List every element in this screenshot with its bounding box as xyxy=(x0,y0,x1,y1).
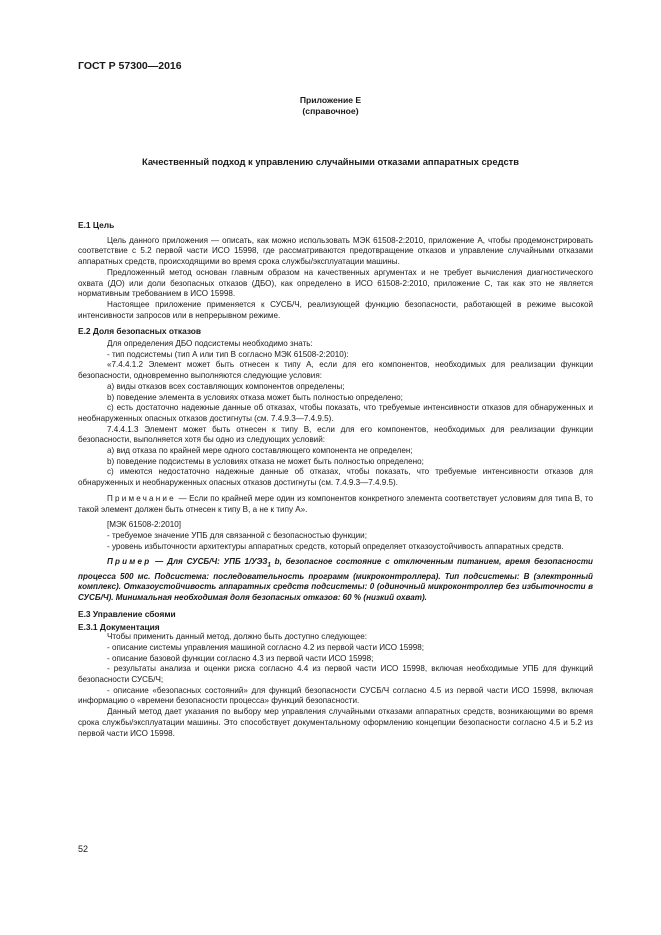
note-text: — Если по крайней мере один из компонентов конкретного элемента соответствует условиям для типа В, то такой элемент должен быть отнесен к типу В, а не к типу А». xyxy=(78,493,593,514)
list-item: c) имеются недостаточно надежные данные об отказах, чтобы показать, что требуемые интенсивности отказов для обнаруженных и необнаруженных опасных отказов достигнуты (см. 7.4.9.3—7.4.9.5). xyxy=(78,467,593,488)
document-header: ГОСТ Р 57300—2016 xyxy=(78,60,182,72)
paragraph: Настоящее приложение применяется к СУСБ/Ч, реализующей функцию безопасности, работающей в режиме высокой интенсивности запросов или в непрерывном режиме. xyxy=(78,299,593,320)
example xyxy=(78,557,593,603)
example-label: Пример xyxy=(107,557,152,567)
annex-type: (справочное) xyxy=(302,106,359,116)
example-text: — Для СУСБ/Ч: УПБ 1/УЭЗ xyxy=(151,557,268,567)
example-subscript: 1 xyxy=(267,563,271,569)
paragraph: Чтобы применить данный метод, должно быть доступно следующее: xyxy=(107,632,368,642)
list-item: - описание базовой функции согласно 4.3 из первой части ИСО 15998; xyxy=(107,653,374,663)
list-item: - требуемое значение УПБ для связанной с безопасностью функции; xyxy=(107,530,367,540)
section-heading-e2: Е.2 Доля безопасных отказов xyxy=(78,326,202,337)
list-item: - результаты анализа и оценки риска согласно 4.4 из первой части ИСО 15998, включая необходимые УПБ для функций безопасности СУСБ/Ч; xyxy=(78,664,593,685)
page-number: 52 xyxy=(78,844,89,854)
annex-label: Приложение Е xyxy=(299,95,362,105)
example-text-2: b, безопасное состояние с отключенным питанием, время безопасности процесса 500 мс. Подсистема: последовательность программ (микроконтроллера). Тип подсистемы: В (электронный комплекс). Отказоустойчивость аппаратных средств подсистемы: 0 (одиночный микроконтроллер без избыточности в СУСБ/Ч). Минимальная необходимая доля безопасных отказов: 60 % (низкий охват). xyxy=(78,557,593,603)
paragraph: Для определения ДБО подсистемы необходимо знать: xyxy=(107,339,313,349)
list-item: a) виды отказов всех составляющих компонентов определены; xyxy=(107,381,345,391)
paragraph: Цель данного приложения — описать, как можно использовать МЭК 61508-2:2010, приложение А, чтобы продемонстрировать соответствие с 5.2 первой части ИСО 15998, где рассматриваются предотвращение отказов и управление случайными отказами аппаратных средств, происходящими во время срока службы/эксплуатации машины. xyxy=(78,235,593,267)
list-item: - уровень избыточности архитектуры аппаратных средств, который определяет отказоустойчивость аппаратных средств. xyxy=(107,541,564,551)
list-item: b) поведение подсистемы в условиях отказа не может быть полностью определено; xyxy=(107,456,424,466)
list-item: c) есть достаточно надежные данные об отказах, чтобы показать, что требуемые интенсивности отказов для обнаруженных и необнаруженных опасных отказов достигнуты (см. 7.4.9.3—7.4.9.5). xyxy=(78,403,593,423)
page-title: Качественный подход к управлению случайными отказами аппаратных средств xyxy=(141,156,520,167)
quote-paragraph: «7.4.4.1.2 Элемент может быть отнесен к типу А, если для его компонентов, необходимых для реализации функции безопасности, одновременно выполняются следующие условия: xyxy=(78,360,593,381)
list-item: - описание «безопасных состояний» для функций безопасности СУСБ/Ч согласно 4.5 из первой части ИСО 15998, включая информацию о «времени безопасности процесса» функций безопасности. xyxy=(78,685,593,706)
paragraph: Данный метод дает указания по выбору мер управления случайными отказами аппаратных средств, возникающими во время срока службы/эксплуатации машины. Это способствует документальному оформлению концепции безопасности согласно 4.5 и 5.2 из первой части ИСО 15998. xyxy=(78,707,593,738)
list-item: - описание системы управления машиной согласно 4.2 из первой части ИСО 15998; xyxy=(107,642,424,652)
subsection-heading-e3-1: Е.3.1 Документация xyxy=(78,621,160,632)
note-label: Примечание xyxy=(107,493,176,503)
reference: [МЭК 61508-2:2010] xyxy=(107,520,181,530)
list-item: b) поведение элемента в условиях отказа может быть полностью определено; xyxy=(107,392,403,402)
list-item: - тип подсистемы (тип А или тип В согласно МЭК 61508-2:2010): xyxy=(107,349,349,359)
list-item: a) вид отказа по крайней мере одного составляющего компонента не определен; xyxy=(107,446,413,456)
paragraph: Предложенный метод основан главным образом на качественных аргументах и не требует вычисления диагностического охвата (ДО) или доли безопасных отказов (ДБО), как определено в ИСО 61508-2:2010, приложение С, так как это не является нормативным требованием в ИСО 15998. xyxy=(78,267,593,299)
section-heading-e1: Е.1 Цель xyxy=(78,220,115,230)
main-text xyxy=(78,220,593,739)
quote-paragraph: 7.4.4.1.3 Элемент может быть отнесен к типу В, если для его компонентов, необходимых для реализации функции безопасности, выполняется хотя бы одно из следующих условий: xyxy=(78,424,593,445)
note xyxy=(78,494,593,515)
section-heading-e3: Е.3 Управление сбоями xyxy=(78,608,176,619)
